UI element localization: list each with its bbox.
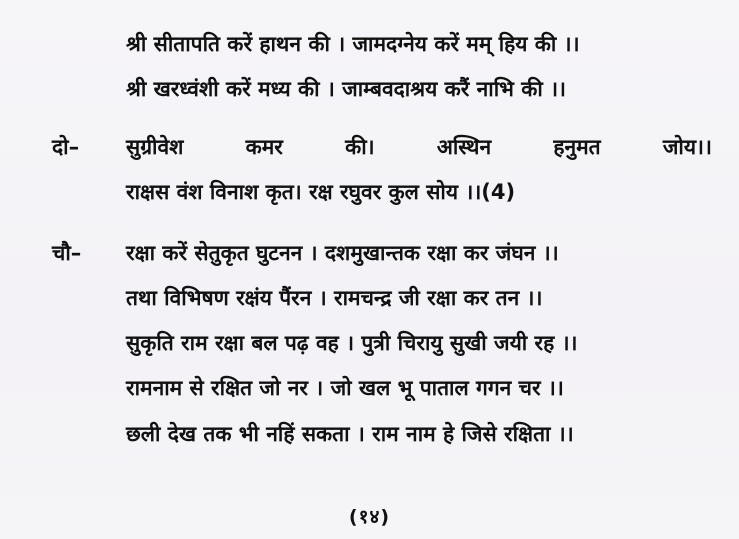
doha-word: अस्थिन (436, 135, 492, 159)
chaupai-line-2: तथा विभिषण रक्षंय पैंरन । रामचन्द्र जी रक्षा कर तन ।। (126, 286, 543, 310)
chaupai-line-4: रामनाम से रक्षित जो नर । जो खल भू पाताल गगन चर ।। (126, 376, 564, 400)
doha-line-2: राक्षस वंश विनाश कृत। रक्ष रघुवर कुल सोय ।।(4) (126, 180, 516, 204)
chaupai-label: चौ– (52, 241, 82, 265)
stanza1-line-2: श्री खरध्वंशी करें मध्य की । जाम्बवदाश्रय करैं नाभि की ।। (126, 77, 566, 101)
chaupai-line-3: सुकृति राम रक्षा बल पढ़ वह । पुत्री चिरायु सुखी जयी रह ।। (126, 331, 578, 355)
chaupai-line-5: छली देख तक भी नहिं सकता । राम नाम हे जिसे रक्षिता ।। (126, 422, 574, 446)
doha-word: हनुमत (553, 135, 601, 159)
doha-word: सुग्रीवेश (126, 135, 184, 159)
doha-word: की। (345, 135, 375, 159)
doha-label: दो– (52, 135, 80, 159)
stanza1-line-1: श्री सीतापति करें हाथन की । जामदग्नेय करें मम् हिय की ।। (126, 32, 580, 56)
doha-word: कमर (245, 135, 283, 159)
doha-word: जोय।। (662, 135, 712, 159)
page-number: (१४) (348, 506, 391, 528)
doha-line-1 (126, 133, 712, 161)
chaupai-line-1: रक्षा करें सेतुकृत घुटनन । दशमुखान्तक रक्षा कर जंघन ।। (126, 241, 559, 265)
